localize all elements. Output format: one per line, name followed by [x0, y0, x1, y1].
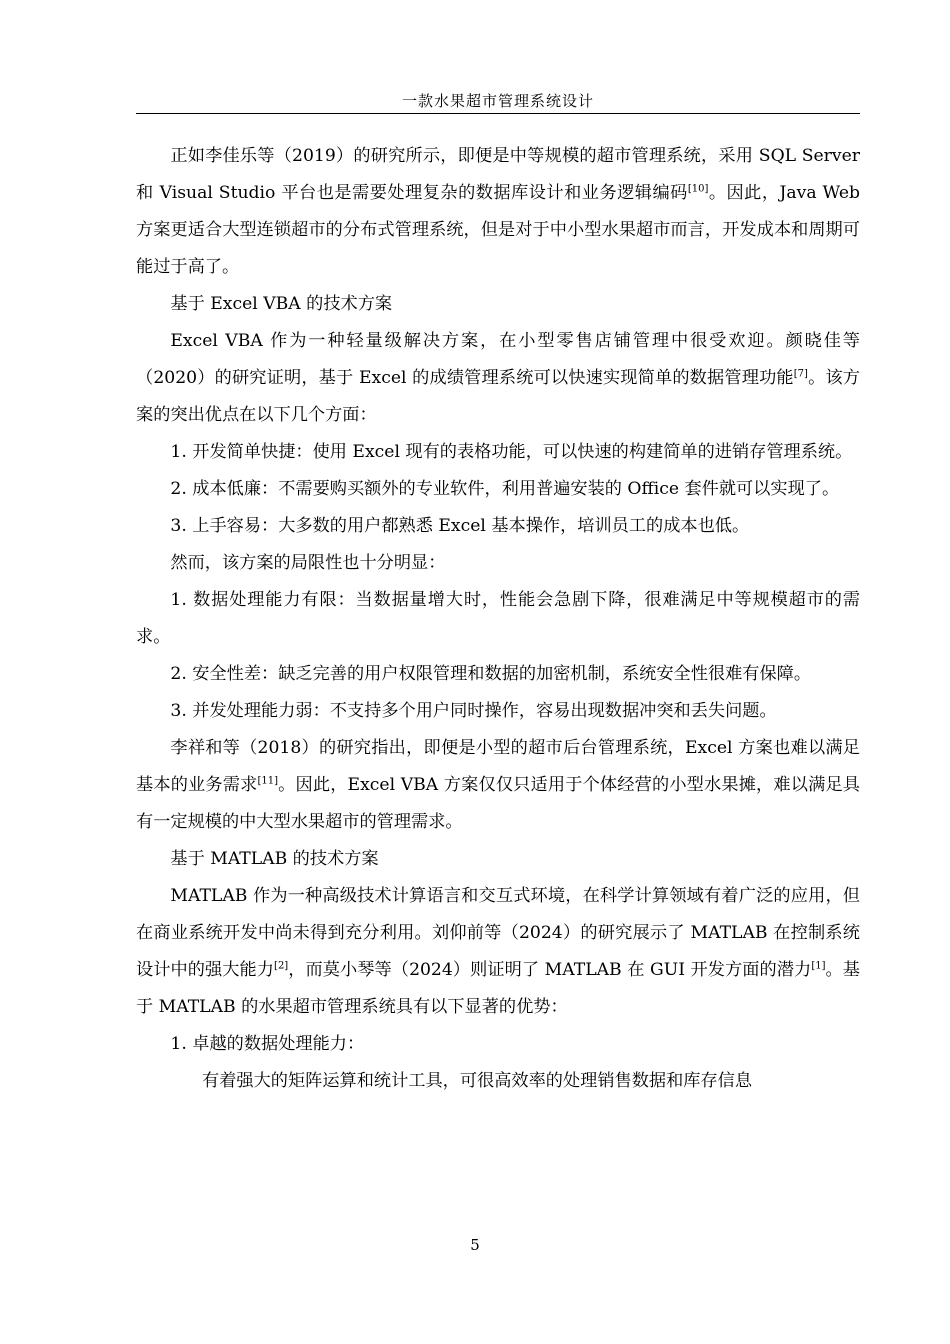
citation-2: [2]: [274, 960, 289, 972]
paragraph-excel-vba-intro: Excel VBA 作为一种轻量级解决方案，在小型零售店铺管理中很受欢迎。颜晓佳等（2020）的研究证明，基于 Excel 的成绩管理系统可以快速实现简单的数据管理功能[7]。该方案的突出优点在以下几个方面：: [136, 331, 860, 425]
list-item-limitation-3: 3. 并发处理能力弱：不支持多个用户同时操作，容易出现数据冲突和丢失问题。: [170, 701, 777, 721]
header-divider: [136, 113, 860, 114]
citation-10: [10]: [687, 183, 709, 195]
citation-11: [11]: [257, 775, 278, 787]
list-item-advantage-2: 2. 成本低廉：不需要购买额外的专业软件，利用普遍安装的 Office 套件就可以实现了。: [170, 479, 840, 499]
paragraph-limitations: 然而，该方案的局限性也十分明显：: [170, 553, 446, 573]
paragraph-matlab-intro: MATLAB 作为一种高级技术计算语言和交互式环境，在科学计算领域有着广泛的应用，但在商业系统开发中尚未得到充分利用。刘仰前等（2024）的研究展示了 MATLAB 在控制系统设计中的强大能力[2]，而莫小琴等（2024）则证明了 MATLAB 在 GUI 开发方面的潜力[1]。基于 MATLAB 的水果超市管理系统具有以下显著的优势：: [136, 886, 860, 1017]
paragraph-sql-server: 正如李佳乐等（2019）的研究所示，即便是中等规模的超市管理系统，采用 SQL Server 和 Visual Studio 平台也是需要处理复杂的数据库设计和业务逻辑编码[10]。因此，Java Web 方案更适合大型连锁超市的分布式管理系统，但是对于中小型水果超市而言，开发成本和周期可能过于高了。: [136, 146, 860, 277]
list-item-advantage-3: 3. 上手容易：大多数的用户都熟悉 Excel 基本操作，培训员工的成本也低。: [170, 516, 750, 536]
list-item-advantage-1: 1. 开发简单快捷：使用 Excel 现有的表格功能，可以快速的构建简单的进销存管理系统。: [170, 442, 853, 462]
paragraph-matlab-detail: 有着强大的矩阵运算和统计工具，可很高效率的处理销售数据和库存信息: [202, 1071, 753, 1091]
citation-1: [1]: [811, 960, 826, 972]
list-item-limitation-1: 1. 数据处理能力有限：当数据量增大时，性能会急剧下降，很难满足中等规模超市的需求。: [136, 590, 860, 647]
body-text: [136, 138, 860, 1100]
heading-excel-vba: 基于 Excel VBA 的技术方案: [170, 294, 393, 314]
list-item-matlab-advantage-1: 1. 卓越的数据处理能力：: [170, 1034, 365, 1054]
paragraph-excel-conclusion: 李祥和等（2018）的研究指出，即便是小型的超市后台管理系统，Excel 方案也难以满足基本的业务需求[11]。因此，Excel VBA 方案仅仅只适用于个体经营的小型水果摊，难以满足具有一定规模的中大型水果超市的管理需求。: [136, 738, 860, 832]
list-item-limitation-2: 2. 安全性差：缺乏完善的用户权限管理和数据的加密机制，系统安全性很难有保障。: [170, 664, 812, 684]
running-header: 一款水果超市管理系统设计: [401, 92, 594, 110]
page-number: 5: [470, 1236, 480, 1254]
citation-7: [7]: [793, 368, 808, 380]
heading-matlab: 基于 MATLAB 的技术方案: [170, 849, 379, 869]
